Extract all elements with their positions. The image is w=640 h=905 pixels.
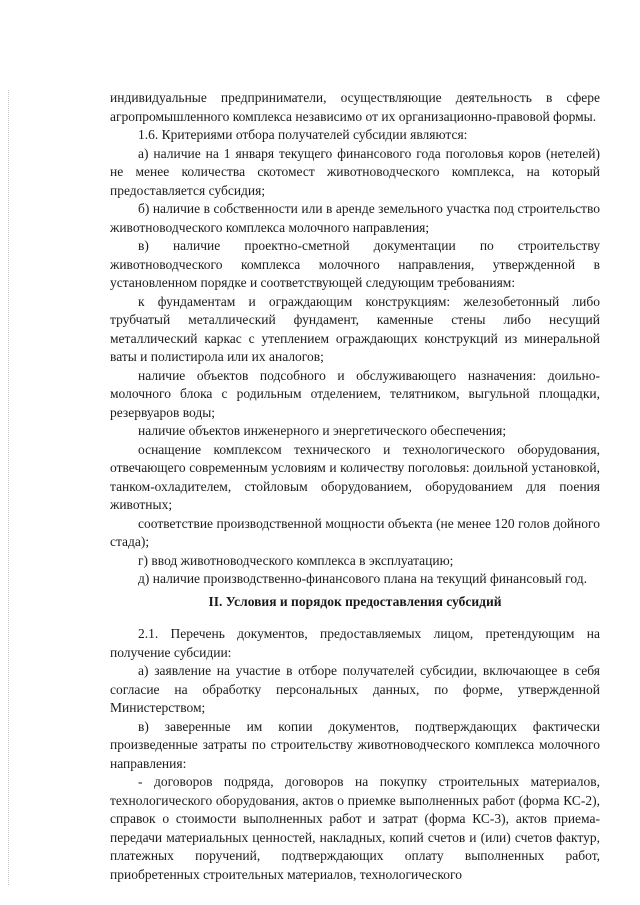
document-page	[110, 89, 600, 884]
section-1-6-body	[110, 89, 600, 589]
paragraph: 2.1. Перечень документов, предоставляемых лицом, претендующим на получение субсидии:	[110, 626, 600, 660]
paragraph: д) наличие производственно-финансового плана на текущий финансовый год.	[138, 571, 587, 586]
paragraph: 1.6. Критериями отбора получателей субсидии являются:	[138, 127, 468, 142]
section-heading: II. Условия и порядок предоставления субсидий	[208, 593, 502, 609]
paragraph: б) наличие в собственности или в аренде земельного участка под строительство животноводческого комплекса молочного направления;	[110, 201, 600, 235]
paragraph: а) заявление на участие в отборе получателей субсидии, включающее в себя согласие на обработку персональных данных, по форме, утвержденной Министерством;	[110, 663, 600, 715]
paragraph: наличие объектов подсобного и обслуживающего назначения: доильно-молочного блока с родильным отделением, телятником, выгульной площадки, резервуаров воды;	[110, 367, 600, 420]
paragraph: - договоров подряда, договоров на покупку строительных материалов, технологического оборудования, актов о приемке выполненных работ (форма КС-2), справок о стоимости выполненных работ и затрат (форма КС-3), актов приема-передачи материальных ценностей, накладных, копий счетов и (или) счетов фактур, платежных поручений, подтверждающих оплату выполненных работ, приобретенных строительных материалов, технологического	[110, 774, 600, 882]
section-2-1-body	[110, 625, 600, 884]
paragraph: оснащение комплексом технического и технологического оборудования, отвечающего современным условиям и количеству поголовья: доильной установкой, танком-охладителем, стойловым оборудованием, оборудованием для поения животных;	[110, 441, 600, 512]
paragraph: соответствие производственной мощности объекта (не менее 120 голов дойного стада);	[110, 515, 600, 549]
paragraph: в) наличие проектно-сметной документации по строительству животноводческого комплекса молочного направления, утвержденной в установленном порядке и соответствующей следующим требованиям:	[110, 238, 600, 290]
paragraph: г) ввод животноводческого комплекса в эксплуатацию;	[138, 552, 454, 568]
paragraph: а) наличие на 1 января текущего финансового года поголовья коров (нетелей) не менее количества скотомест животноводческого комплекса, на который предоставляется субсидия;	[110, 145, 600, 198]
scan-edge-marks	[8, 90, 11, 885]
paragraph: в) заверенные им копии документов, подтверждающих фактически произведенные затраты по строительству животноводческого комплекса молочного направления:	[110, 718, 600, 771]
paragraph: индивидуальные предприниматели, осуществляющие деятельность в сфере агропромышленного комплекса независимо от их организационно-правовой формы.	[110, 90, 600, 124]
paragraph: к фундаментам и ограждающим конструкциям: железобетонный либо трубчатый металлический фундамент, каменные стены либо несущий металлический каркас с утеплением ограждающих конструкций из минеральной ваты и полистирола или их аналогов;	[110, 293, 600, 364]
paragraph: наличие объектов инженерного и энергетического обеспечения;	[138, 423, 507, 438]
